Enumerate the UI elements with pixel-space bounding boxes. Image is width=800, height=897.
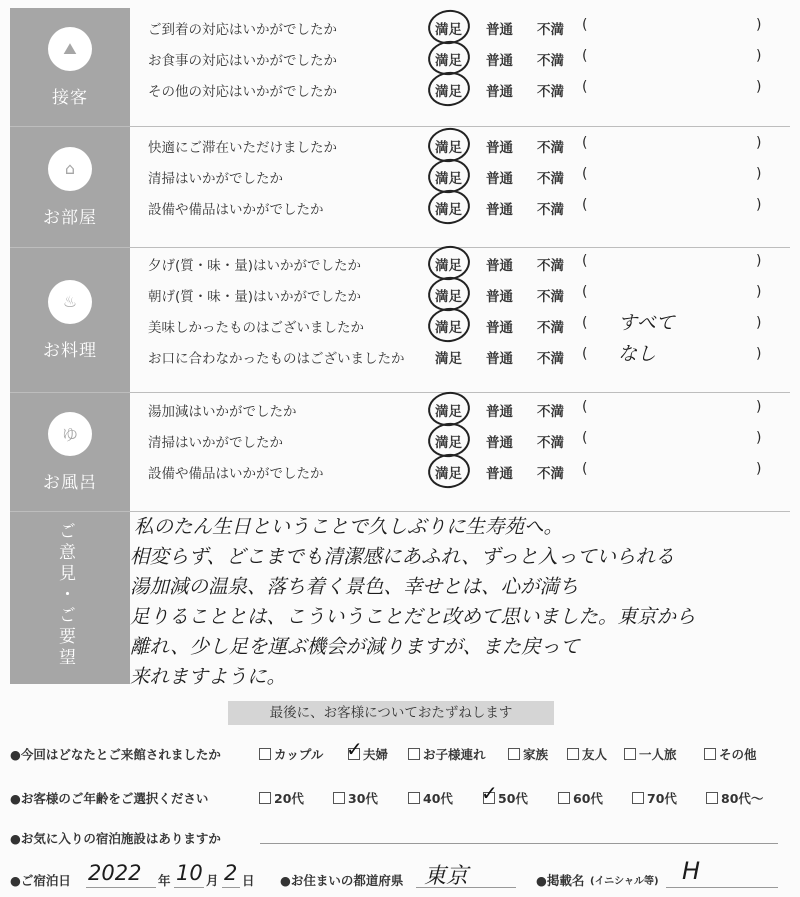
option-0[interactable]: 満足 <box>435 316 462 336</box>
check-mark: ✓ <box>481 781 498 805</box>
question-row <box>10 458 790 486</box>
paren-open: ( <box>582 135 588 151</box>
option-0[interactable]: 満足 <box>435 351 462 367</box>
question-row <box>10 250 790 278</box>
favorite-answer-line[interactable] <box>260 843 778 844</box>
paren-close: ) <box>756 430 762 446</box>
age-option[interactable]: 80代〜 <box>706 789 763 807</box>
option-0[interactable]: 満足 <box>435 400 462 420</box>
option-1[interactable]: 普通 <box>486 351 513 367</box>
paren-close: ) <box>756 346 762 362</box>
option-2[interactable]: 不満 <box>537 53 564 69</box>
paren-close: ) <box>756 135 762 151</box>
visit-question: ●今回はどなたとご来館されましたか <box>10 747 221 762</box>
option-1[interactable]: 普通 <box>486 171 513 187</box>
option-2[interactable]: 不満 <box>537 466 564 482</box>
paren-close: ) <box>756 399 762 415</box>
paren-open: ( <box>582 461 588 477</box>
visit-option[interactable]: お子様連れ <box>408 745 486 763</box>
listing-name-note: (イニシャル等) <box>590 876 659 887</box>
paren-open: ( <box>582 315 588 331</box>
stay-date-label: ●ご宿泊日 <box>10 873 71 888</box>
question-row <box>10 427 790 455</box>
stay-year[interactable]: 2022 <box>88 861 142 885</box>
question-text: お食事の対応はいかがでしたか <box>148 53 337 69</box>
question-row <box>10 194 790 222</box>
paren-open: ( <box>582 430 588 446</box>
question-row <box>10 396 790 424</box>
question-text: ご到着の対応はいかがでしたか <box>148 22 337 38</box>
comment-line: 足りることとは、こういうことだと改めて思いました。東京から <box>130 605 696 628</box>
prefecture-line <box>416 887 516 888</box>
option-1[interactable]: 普通 <box>486 84 513 100</box>
checkbox[interactable] <box>259 748 271 760</box>
paren-open: ( <box>582 166 588 182</box>
paren-open: ( <box>582 346 588 362</box>
comment-line: 離れ、少し足を運ぶ機会が減りますが、また戻って <box>130 635 580 658</box>
question-row <box>10 14 790 42</box>
option-2[interactable]: 不満 <box>537 404 564 420</box>
option-1[interactable]: 普通 <box>486 258 513 274</box>
section-2 <box>10 248 790 393</box>
checkbox[interactable] <box>567 748 579 760</box>
section-label: お部屋 <box>43 207 97 228</box>
question-row <box>10 132 790 160</box>
option-1[interactable]: 普通 <box>486 320 513 336</box>
question-text: 湯加減はいかがでしたか <box>148 404 297 420</box>
option-2[interactable]: 不満 <box>537 22 564 38</box>
paren-close: ) <box>756 79 762 95</box>
checkbox[interactable] <box>558 792 570 804</box>
comment-line: 湯加減の温泉、落ち着く景色、幸せとは、心が満ち <box>130 575 579 598</box>
month-line <box>174 887 204 888</box>
section-1 <box>10 127 790 248</box>
section-label: 接客 <box>52 87 88 108</box>
option-1[interactable]: 普通 <box>486 22 513 38</box>
option-2[interactable]: 不満 <box>537 351 564 367</box>
stay-day[interactable]: 2 <box>224 861 238 885</box>
age-option[interactable]: 40代 <box>408 789 453 807</box>
checkbox[interactable] <box>624 748 636 760</box>
section-label: お風呂 <box>43 472 97 493</box>
option-1[interactable]: 普通 <box>486 53 513 69</box>
paren-open: ( <box>582 399 588 415</box>
handwritten-note[interactable]: すべて <box>618 312 675 334</box>
section-0 <box>10 8 790 127</box>
opinion-side <box>10 512 130 684</box>
paren-open: ( <box>582 79 588 95</box>
option-1[interactable]: 普通 <box>486 435 513 451</box>
visit-option[interactable]: 夫婦 ✓ <box>346 737 389 762</box>
question-text: 快適にご滞在いただけましたか <box>148 140 337 156</box>
checkbox[interactable] <box>706 792 718 804</box>
option-0[interactable]: 満足 <box>435 431 462 451</box>
age-option[interactable]: 20代 <box>259 789 304 807</box>
age-option[interactable]: 50代 ✓ <box>481 781 528 806</box>
handwritten-note[interactable]: なし <box>618 343 657 365</box>
dish-icon: ♨ <box>48 280 92 324</box>
selection-circle <box>426 69 472 109</box>
paren-close: ) <box>756 48 762 64</box>
question-text: お口に合わなかったものはございましたか <box>148 351 405 367</box>
question-row <box>10 45 790 73</box>
hot-spring-icon: ゆ <box>48 412 92 456</box>
question-text: 夕げ(質・味・量)はいかがでしたか <box>148 258 362 274</box>
question-text: 清掃はいかがでしたか <box>148 171 283 187</box>
section-label: お料理 <box>43 340 97 361</box>
question-text: 設備や備品はいかがでしたか <box>148 202 324 218</box>
opinion-label: ご意見・ご要望 <box>55 522 75 669</box>
visit-option[interactable]: カップル <box>259 745 323 763</box>
option-1[interactable]: 普通 <box>486 202 513 218</box>
option-2[interactable]: 不満 <box>537 435 564 451</box>
checkbox[interactable] <box>704 748 716 760</box>
checkbox[interactable] <box>632 792 644 804</box>
comment-line: 相変らず、どこまでも清潔感にあふれ、ずっと入っていられる <box>130 545 675 568</box>
option-1[interactable]: 普通 <box>486 404 513 420</box>
favorite-question: ●お気に入りの宿泊施設はありますか <box>10 831 221 846</box>
visit-option[interactable]: 友人 <box>567 745 607 763</box>
option-1[interactable]: 普通 <box>486 140 513 156</box>
paren-close: ) <box>756 461 762 477</box>
question-text: その他の対応はいかがでしたか <box>148 84 337 100</box>
option-2[interactable]: 不満 <box>537 202 564 218</box>
option-0[interactable]: 満足 <box>435 80 462 100</box>
question-text: 清掃はいかがでしたか <box>148 435 283 451</box>
option-0[interactable]: 満足 <box>435 462 462 482</box>
option-0[interactable]: 満足 <box>435 254 462 274</box>
option-1[interactable]: 普通 <box>486 289 513 305</box>
paren-open: ( <box>582 253 588 269</box>
age-option[interactable]: 60代 <box>558 789 603 807</box>
paren-close: ) <box>756 166 762 182</box>
age-option[interactable]: 70代 <box>632 789 677 807</box>
prefecture-label: ●お住まいの都道府県 <box>280 873 404 888</box>
paren-open: ( <box>582 48 588 64</box>
question-row <box>10 163 790 191</box>
section-3 <box>10 393 790 512</box>
paren-close: ) <box>756 197 762 213</box>
checkbox[interactable] <box>333 792 345 804</box>
option-0[interactable]: 満足 <box>435 18 462 38</box>
option-0[interactable]: 満足 <box>435 49 462 69</box>
listing-name-label: ●掲載名 <box>536 873 585 888</box>
age-question: ●お客様のご年齢をご選択ください <box>10 791 209 806</box>
check-mark: ✓ <box>346 737 363 761</box>
option-1[interactable]: 普通 <box>486 466 513 482</box>
closing-band: 最後に、お客様についておたずねします <box>228 701 554 725</box>
selection-circle <box>426 451 472 491</box>
month-unit: 月 <box>206 873 219 888</box>
paren-open: ( <box>582 17 588 33</box>
question-row <box>10 281 790 309</box>
visit-option[interactable]: 一人旅 <box>624 745 677 763</box>
checkbox[interactable] <box>408 748 420 760</box>
day-unit: 日 <box>242 873 255 888</box>
option-2[interactable]: 不満 <box>537 171 564 187</box>
question-text: 美味しかったものはございましたか <box>148 320 364 336</box>
checkbox[interactable] <box>508 748 520 760</box>
listing-name-line <box>666 887 778 888</box>
paren-close: ) <box>756 253 762 269</box>
option-0[interactable]: 満足 <box>435 285 462 305</box>
option-0[interactable]: 満足 <box>435 167 462 187</box>
option-2[interactable]: 不満 <box>537 84 564 100</box>
selection-circle <box>426 305 472 345</box>
opinion-comment[interactable] <box>130 512 790 692</box>
checkbox[interactable] <box>259 792 271 804</box>
comment-line: 私のたん生日ということで久しぶりに生寿苑へ。 <box>134 515 564 538</box>
option-2[interactable]: 不満 <box>537 258 564 274</box>
age-option[interactable]: 30代 <box>333 789 378 807</box>
question-row <box>10 76 790 104</box>
option-2[interactable]: 不満 <box>537 289 564 305</box>
day-line <box>222 887 240 888</box>
prefecture-value[interactable]: 東京 <box>424 864 469 889</box>
selection-circle <box>426 187 472 227</box>
option-2[interactable]: 不満 <box>537 140 564 156</box>
checkbox[interactable] <box>408 792 420 804</box>
paren-open: ( <box>582 197 588 213</box>
visit-option[interactable]: 家族 <box>508 745 548 763</box>
year-line <box>86 887 156 888</box>
room-icon: ⌂ <box>48 147 92 191</box>
option-0[interactable]: 満足 <box>435 136 462 156</box>
paren-close: ) <box>756 17 762 33</box>
question-text: 設備や備品はいかがでしたか <box>148 466 324 482</box>
paren-close: ) <box>756 315 762 331</box>
crest-icon: ⛰ <box>48 27 92 71</box>
question-row <box>10 312 790 340</box>
question-row <box>10 343 790 371</box>
option-0[interactable]: 満足 <box>435 198 462 218</box>
stay-month[interactable]: 10 <box>176 861 203 885</box>
question-text: 朝げ(質・味・量)はいかがでしたか <box>148 289 362 305</box>
option-2[interactable]: 不満 <box>537 320 564 336</box>
comment-line: 来れますように。 <box>130 665 287 688</box>
visit-option[interactable]: その他 <box>704 745 757 763</box>
paren-close: ) <box>756 284 762 300</box>
year-unit: 年 <box>158 873 171 888</box>
paren-open: ( <box>582 284 588 300</box>
listing-name-value[interactable]: H <box>682 857 701 885</box>
